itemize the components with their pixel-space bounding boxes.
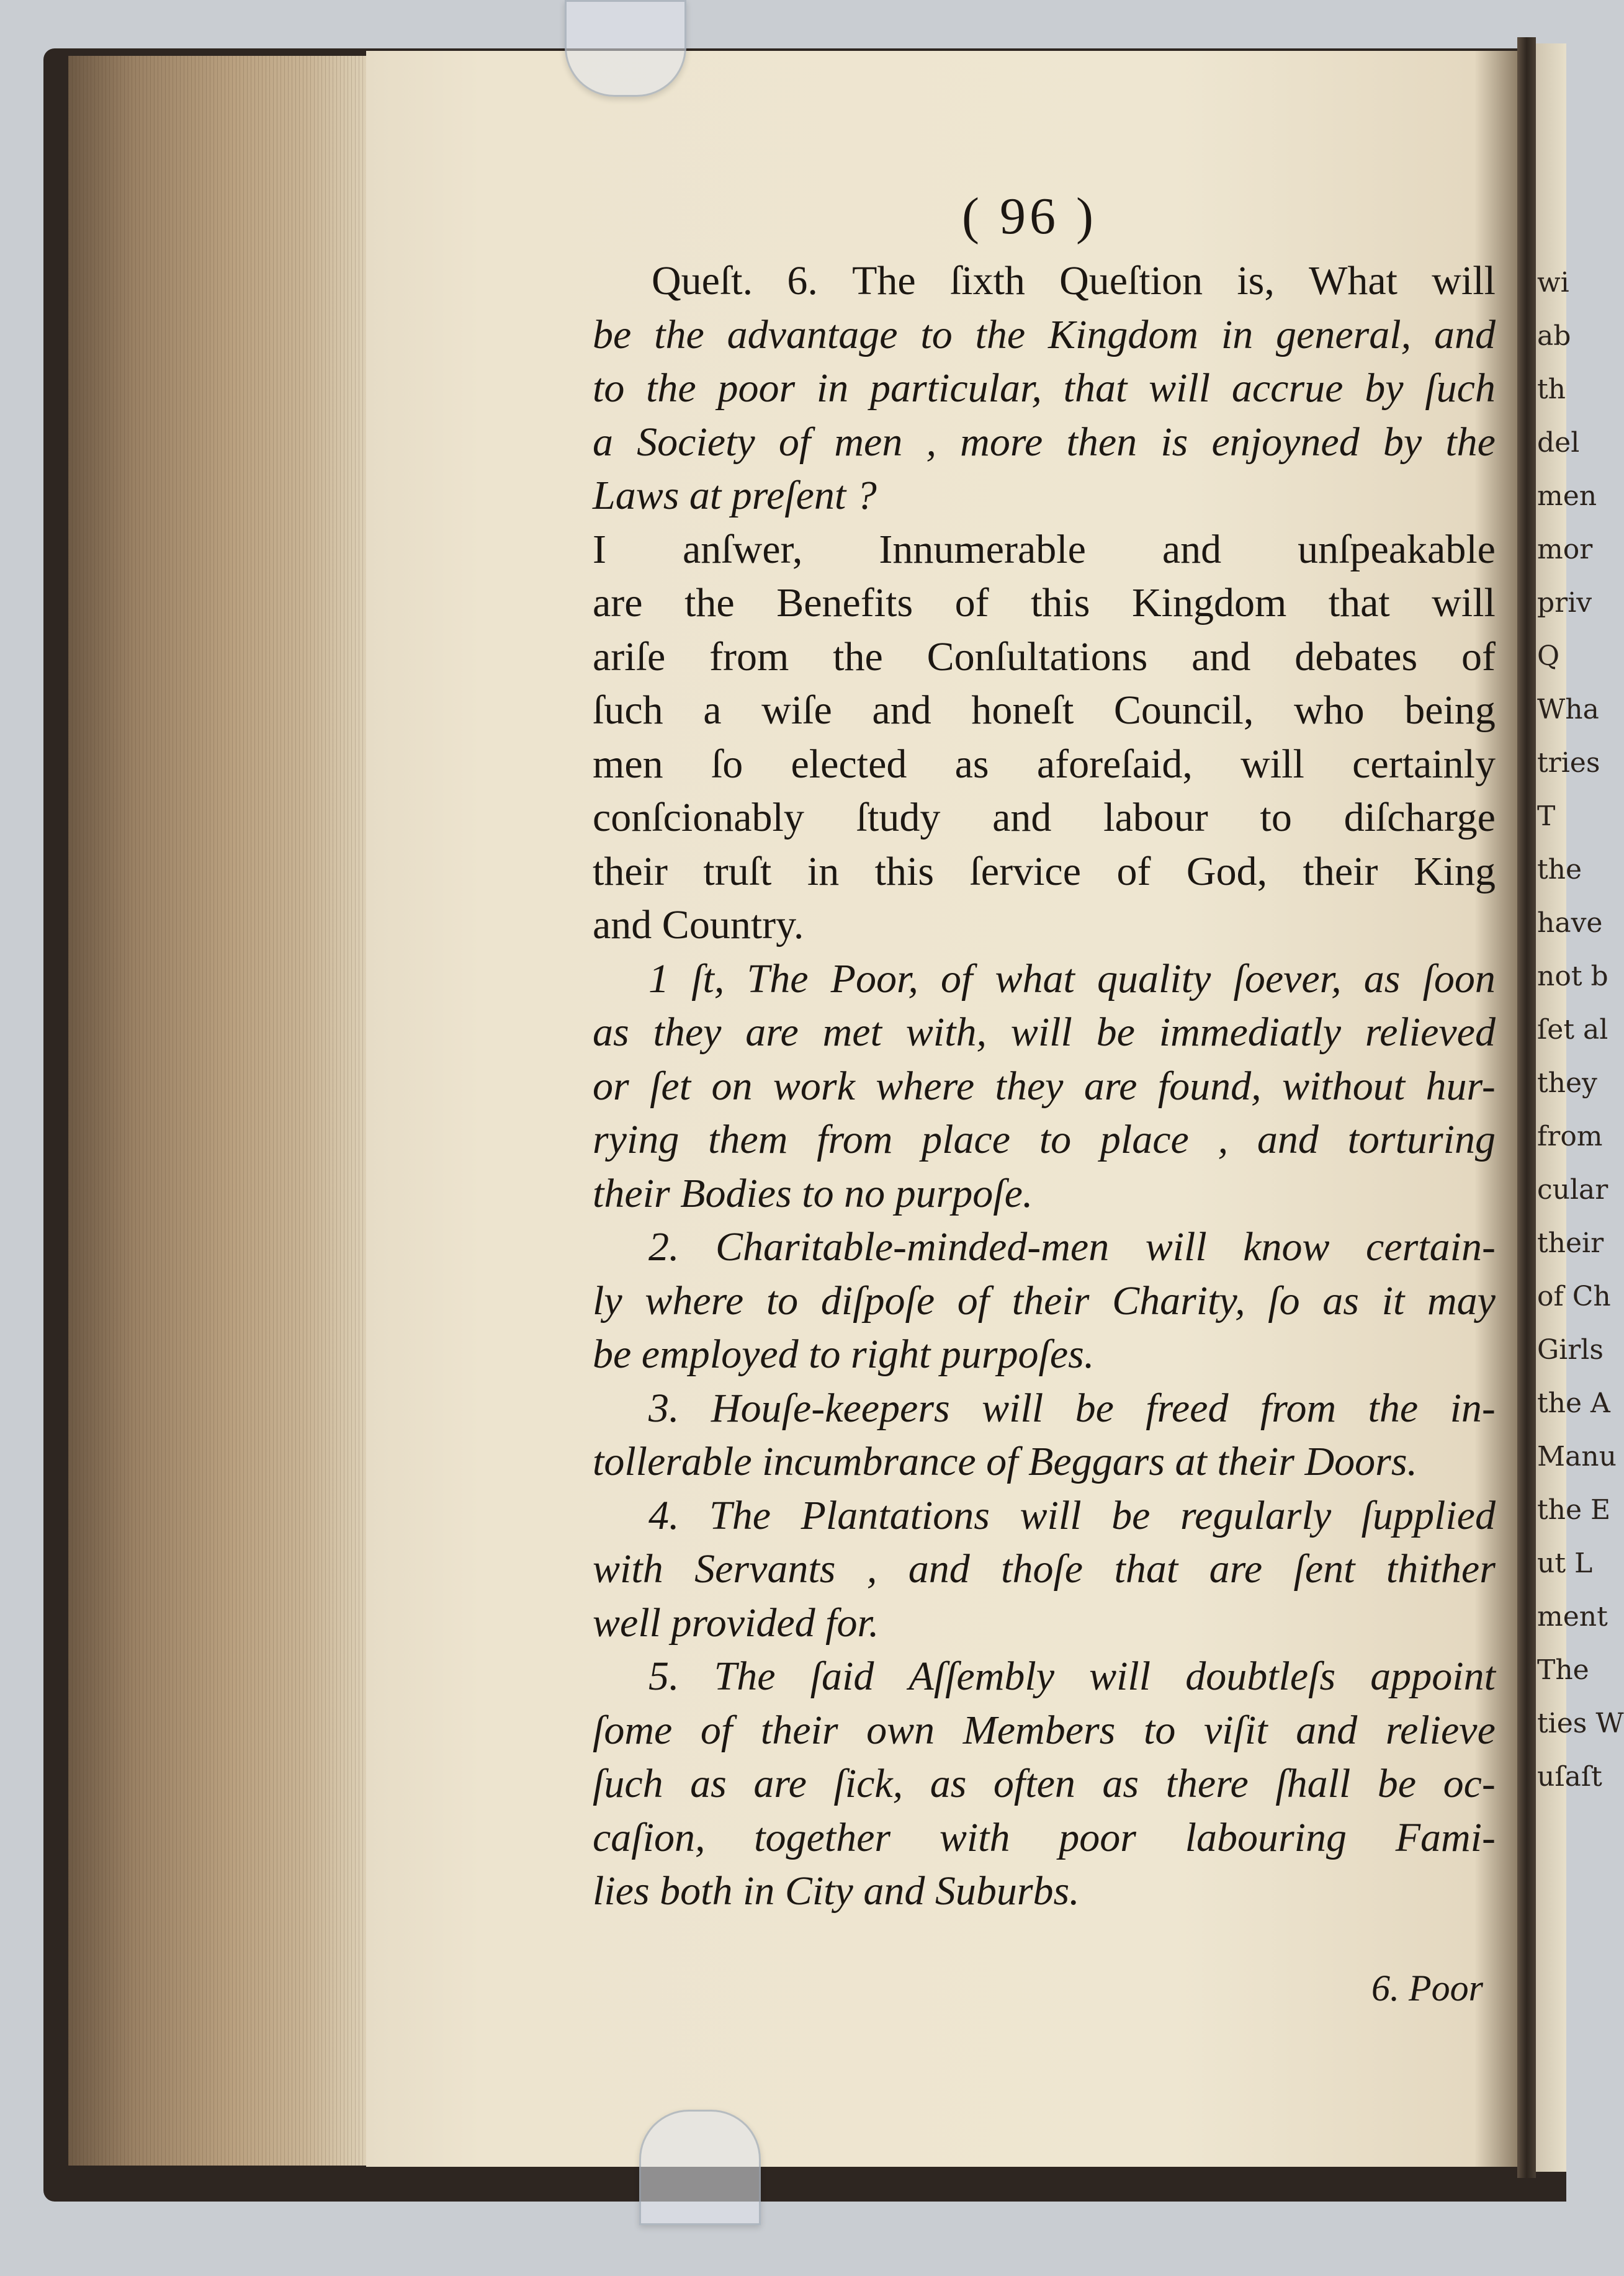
point-5-line: lies both in City and Suburbs. xyxy=(593,1868,1080,1914)
answer-line: and Country. xyxy=(593,902,804,948)
point-5-line: 5. The ſaid Aſſembly will doubtleſs appoint xyxy=(648,1654,1496,1699)
facing-page-fragment: Manu xyxy=(1537,1441,1617,1472)
facing-page-fragment: Q xyxy=(1537,640,1560,672)
answer-line: are the Benefits of this Kingdom that will xyxy=(593,580,1496,625)
facing-page-fragment: wi xyxy=(1537,267,1569,298)
page-clip-top xyxy=(565,0,686,97)
point-1-line: rying them from place to place , and torturing xyxy=(593,1117,1496,1162)
facing-page-fragment: men xyxy=(1537,480,1597,512)
page-number: ( 96 ) xyxy=(962,187,1097,245)
facing-page-fragment: ties W xyxy=(1537,1708,1624,1739)
point-5-line: caſion, together with poor labouring Fami- xyxy=(593,1814,1496,1860)
facing-page-edge xyxy=(1536,43,1624,2172)
facing-page-fragment: mor xyxy=(1537,534,1593,565)
facing-page-fragment: of Ch xyxy=(1537,1281,1611,1312)
point-2-line: ly where to diſpoſe of their Charity, ſo as it may xyxy=(593,1278,1496,1324)
answer-line: I anſwer, Innumerable and unſpeakable xyxy=(593,526,1496,572)
facing-page-fragment: Girls xyxy=(1537,1334,1604,1366)
point-1-line: or ſet on work where they are found, without hur- xyxy=(593,1063,1496,1109)
facing-page-fragment: ment xyxy=(1537,1601,1608,1633)
point-1-line: as they are met with, will be immediatly relieved xyxy=(593,1010,1496,1055)
facing-page-fragment: ſet al xyxy=(1537,1014,1608,1046)
book-gutter xyxy=(1517,37,1536,2178)
facing-page-fragment: their xyxy=(1537,1227,1604,1259)
point-4-line: with Servants , and thoſe that are ſent thither xyxy=(593,1546,1496,1592)
page-clip-bottom xyxy=(639,2110,761,2225)
answer-line: ſuch a wiſe and honeſt Council, who being xyxy=(593,688,1496,733)
question-6-line: to the poor in particular, that will accrue by ſuch xyxy=(593,365,1496,411)
facing-page-fragment: th xyxy=(1537,374,1566,405)
facing-page-fragment: T xyxy=(1537,800,1556,832)
point-2-line: be employed to right purpoſes. xyxy=(593,1332,1095,1377)
facing-page-fragment: tries xyxy=(1537,747,1600,779)
question-6-line: be the advantage to the Kingdom in general, and xyxy=(593,311,1496,357)
facing-page-fragment: have xyxy=(1537,907,1603,939)
point-3-line: 3. Houſe-keepers will be freed from the in- xyxy=(648,1385,1496,1431)
point-1-line: their Bodies to no purpoſe. xyxy=(593,1170,1033,1216)
facing-page-fragment: ut L xyxy=(1537,1548,1593,1579)
facing-page-fragment: the E xyxy=(1537,1494,1611,1526)
facing-page-fragment: not b xyxy=(1537,961,1608,992)
point-3-line: tollerable incumbrance of Beggars at their Doors. xyxy=(593,1439,1418,1484)
facing-page-fragment: priv xyxy=(1537,587,1592,619)
facing-page-fragment: cular xyxy=(1537,1174,1608,1206)
page-edges xyxy=(68,56,366,2166)
facing-page-fragment: uſaſt xyxy=(1537,1761,1602,1793)
point-4-line: well provided for. xyxy=(593,1600,879,1646)
facing-page-fragment: the xyxy=(1537,854,1582,885)
facing-page-fragment: ab xyxy=(1537,320,1571,352)
question-6-line: a Society of men , more then is enjoyned by the xyxy=(593,419,1496,465)
facing-page-fragment: the A xyxy=(1537,1387,1610,1419)
point-1-line: 1 ſt, The Poor, of what quality ſoever, as ſoon xyxy=(648,956,1496,1001)
facing-page-fragment: they xyxy=(1537,1067,1597,1099)
question-6-line: Queſt. 6. The ſixth Queſtion is, What will xyxy=(652,258,1496,303)
point-2-line: 2. Charitable-minded-men will know certain- xyxy=(648,1224,1496,1270)
facing-page-fragment: Wha xyxy=(1537,694,1599,725)
point-5-line: ſuch as are ſick, as often as there ſhall be oc- xyxy=(593,1761,1496,1806)
facing-page-fragment: del xyxy=(1537,427,1580,459)
answer-line: men ſo elected as aforeſaid, will certainly xyxy=(593,741,1496,787)
answer-line: their truſt in this ſervice of God, their King xyxy=(593,848,1496,894)
answer-line: ariſe from the Conſultations and debates of xyxy=(593,634,1496,679)
catchword: 6. Poor xyxy=(1371,1968,1483,2009)
answer-line: conſcionably ſtudy and labour to diſcharge xyxy=(593,795,1496,840)
point-5-line: ſome of their own Members to viſit and relieve xyxy=(593,1707,1496,1753)
point-4-line: 4. The Plantations will be regularly ſupplied xyxy=(648,1492,1496,1538)
question-6-line: Laws at preſent ? xyxy=(593,473,877,518)
facing-page-fragment: The xyxy=(1537,1654,1589,1686)
facing-page-fragment: from xyxy=(1537,1121,1603,1152)
